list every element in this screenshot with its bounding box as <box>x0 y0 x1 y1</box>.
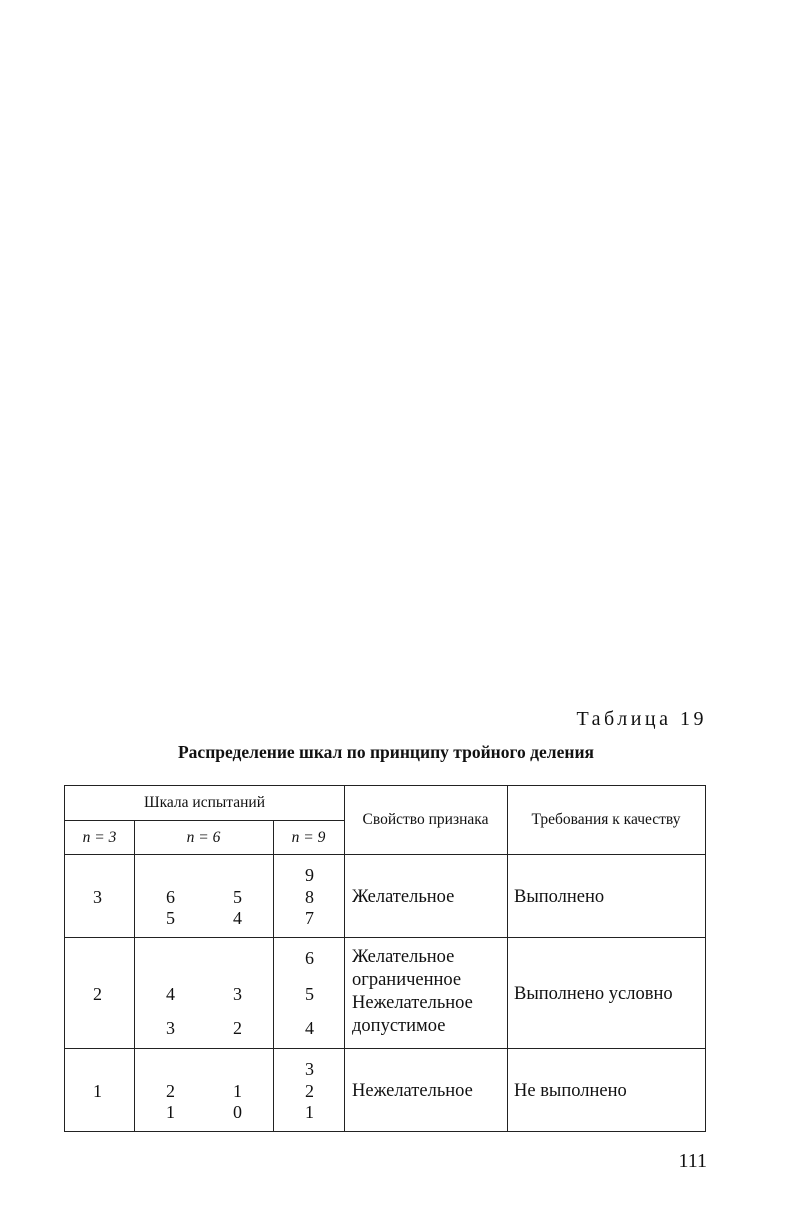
row1-n9-value: 7 <box>305 908 314 928</box>
row1-n3: 3 <box>93 887 102 907</box>
row2-property-line: Нежелательное <box>352 993 473 1013</box>
header-property: Свойство признака <box>362 811 489 828</box>
row1-n9-value: 8 <box>305 887 314 907</box>
column-divider <box>344 786 345 1131</box>
row1-n6-value: 5 <box>166 908 175 928</box>
table-title: Распределение шкал по принципу тройного деления <box>177 742 594 762</box>
column-divider <box>134 820 135 1131</box>
column-divider <box>507 786 508 1131</box>
column-divider <box>273 820 274 1131</box>
header-scale: Шкала испытаний <box>143 794 266 811</box>
row3-n9-value: 1 <box>305 1102 314 1122</box>
row-divider <box>65 1048 705 1049</box>
row1-n6-value: 4 <box>233 908 242 928</box>
row2-property-line: допустимое <box>352 1016 446 1036</box>
row1-n9-value: 9 <box>305 865 314 885</box>
row2-n6-value: 3 <box>166 1018 175 1038</box>
row1-quality: Выполнено <box>514 887 605 907</box>
row3-property: Нежелательное <box>352 1081 473 1101</box>
row2-n6-value: 2 <box>233 1018 242 1038</box>
row3-n6-value: 1 <box>166 1102 175 1122</box>
row2-n9-value: 6 <box>305 948 314 968</box>
row2-n6-value: 4 <box>166 984 175 1004</box>
row3-n6-value: 1 <box>233 1081 242 1101</box>
row2-property-line: Желательное <box>352 947 455 967</box>
row2-n9-value: 4 <box>305 1018 314 1038</box>
row1-n6-value: 5 <box>233 887 242 907</box>
row-divider <box>65 937 705 938</box>
row2-n9-value: 5 <box>305 984 314 1004</box>
header-divider <box>65 820 344 821</box>
data-table <box>64 785 706 1132</box>
table-label: Таблица 19 <box>576 708 707 730</box>
header-n9: n = 9 <box>291 829 326 846</box>
row2-n6-value: 3 <box>233 984 242 1004</box>
row3-n6-value: 2 <box>166 1081 175 1101</box>
page-number: 111 <box>678 1150 707 1172</box>
row1-property: Желательное <box>352 887 455 907</box>
row3-n9-value: 2 <box>305 1081 314 1101</box>
row1-n6-value: 6 <box>166 887 175 907</box>
row2-property-line: ограниченное <box>352 970 462 990</box>
row3-n3: 1 <box>93 1081 102 1101</box>
row3-n6-value: 0 <box>233 1102 242 1122</box>
row3-quality: Не выполнено <box>514 1081 627 1101</box>
header-n6: n = 6 <box>186 829 221 846</box>
header-quality: Требования к качеству <box>531 811 681 828</box>
row3-n9-value: 3 <box>305 1059 314 1079</box>
row2-quality: Выполнено условно <box>514 984 673 1004</box>
header-n3: n = 3 <box>82 829 117 846</box>
row2-n3: 2 <box>93 984 102 1004</box>
header-bottom-line <box>65 854 705 855</box>
